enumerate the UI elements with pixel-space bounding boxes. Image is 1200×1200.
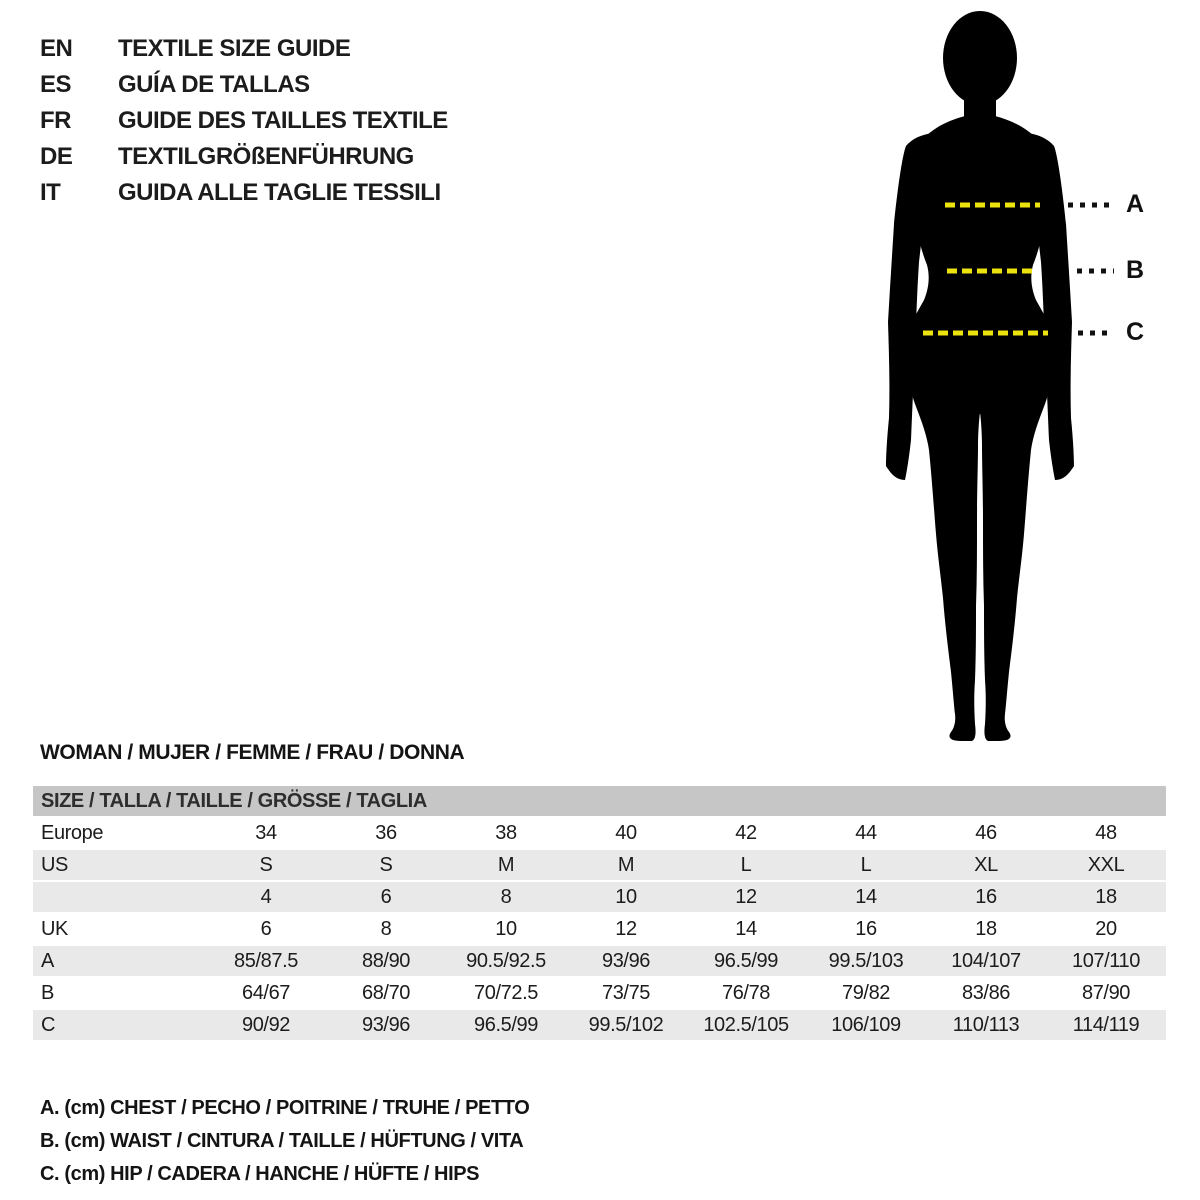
- language-code: DE: [40, 143, 73, 170]
- language-row-it: [40, 175, 448, 211]
- size-table: [33, 786, 1166, 1042]
- table-row: [33, 946, 1166, 978]
- row-label: B: [41, 982, 54, 1004]
- row-label: US: [41, 854, 68, 876]
- size-cell: 87/90: [1081, 982, 1131, 1004]
- language-code: ES: [40, 71, 72, 98]
- language-row-es: [40, 67, 448, 103]
- size-cell: 90.5/92.5: [466, 950, 546, 972]
- size-cell: M: [617, 854, 635, 876]
- size-cell: L: [860, 854, 872, 876]
- row-label: Europe: [41, 822, 104, 844]
- measurement-legend: [40, 1092, 529, 1191]
- size-cell: 73/75: [601, 982, 651, 1004]
- size-cell: 102.5/105: [703, 1014, 789, 1036]
- row-label: A: [41, 950, 54, 972]
- size-cell: 12: [615, 918, 637, 940]
- size-cell: 79/82: [841, 982, 891, 1004]
- size-cell: 83/86: [961, 982, 1011, 1004]
- marker-label-b: B: [1126, 256, 1145, 284]
- woman-silhouette-graphic: [880, 10, 1170, 745]
- size-cell: 96.5/99: [474, 1014, 538, 1036]
- size-cell: 18: [975, 918, 997, 940]
- size-cell: L: [740, 854, 752, 876]
- size-cell: M: [497, 854, 515, 876]
- size-cell: XXL: [1087, 854, 1125, 876]
- language-row-en: [40, 31, 448, 67]
- size-cell: 38: [495, 822, 517, 844]
- size-table-header: SIZE / TALLA / TAILLE / GRÖSSE / TAGLIA: [33, 786, 1166, 818]
- size-cell: 4: [260, 886, 272, 908]
- size-cell: 36: [375, 822, 397, 844]
- size-cell: 20: [1095, 918, 1117, 940]
- table-row: [33, 978, 1166, 1010]
- size-cell: 12: [735, 886, 757, 908]
- size-cell: 6: [380, 886, 392, 908]
- size-cell: 48: [1095, 822, 1117, 844]
- language-code: FR: [40, 107, 71, 134]
- size-cell: 34: [255, 822, 277, 844]
- size-cell: 99.5/102: [588, 1014, 664, 1036]
- size-cell: 114/119: [1072, 1014, 1140, 1036]
- size-cell: 8: [500, 886, 512, 908]
- size-cell: 106/109: [831, 1014, 901, 1036]
- figure-area: [880, 10, 1170, 745]
- marker-label-c: C: [1126, 318, 1145, 346]
- size-cell: S: [259, 854, 273, 876]
- table-row: [33, 850, 1166, 882]
- size-cell: 40: [615, 822, 637, 844]
- legend-line-c: C. (cm) HIP / CADERA / HANCHE / HÜFTE / HIPS: [40, 1163, 480, 1185]
- size-cell: S: [379, 854, 393, 876]
- size-cell: 46: [975, 822, 997, 844]
- table-row: [33, 818, 1166, 850]
- size-cell: 18: [1095, 886, 1117, 908]
- size-cell: 14: [855, 886, 877, 908]
- size-cell: 8: [380, 918, 392, 940]
- size-table-body: [33, 818, 1166, 1042]
- size-cell: 93/96: [601, 950, 651, 972]
- size-cell: XL: [974, 854, 998, 876]
- size-cell: 10: [615, 886, 637, 908]
- language-row-fr: [40, 103, 448, 139]
- size-cell: 104/107: [951, 950, 1021, 972]
- size-cell: 110/113: [952, 1014, 1020, 1036]
- silhouette-torso-seam: [977, 110, 983, 414]
- row-label: [33, 882, 206, 912]
- size-cell: 85/87.5: [234, 950, 298, 972]
- size-cell: 16: [855, 918, 877, 940]
- section-title-woman: WOMAN / MUJER / FEMME / FRAU / DONNA: [40, 741, 465, 764]
- size-cell: 88/90: [361, 950, 411, 972]
- table-row: [33, 882, 1166, 914]
- legend-line-a: A. (cm) CHEST / PECHO / POITRINE / TRUHE / PETTO: [40, 1097, 530, 1119]
- size-cell: 64/67: [241, 982, 291, 1004]
- size-cell: 76/78: [721, 982, 771, 1004]
- size-cell: 44: [855, 822, 877, 844]
- language-code: EN: [40, 35, 73, 62]
- guide-title-text: GUÍA DE TALLAS: [118, 71, 310, 98]
- table-row: [33, 914, 1166, 946]
- row-label: UK: [41, 918, 68, 940]
- size-cell: 42: [735, 822, 757, 844]
- marker-label-a: A: [1126, 190, 1145, 218]
- size-cell: 99.5/103: [828, 950, 904, 972]
- language-code: IT: [40, 179, 61, 206]
- guide-title-text: GUIDA ALLE TAGLIE TESSILI: [118, 179, 441, 206]
- size-cell: 6: [260, 918, 272, 940]
- language-row-de: [40, 139, 448, 175]
- guide-title-text: TEXTILGRÖßENFÜHRUNG: [118, 143, 414, 170]
- size-cell: 107/110: [1071, 950, 1140, 972]
- guide-title-text: GUIDE DES TAILLES TEXTILE: [118, 107, 448, 134]
- size-cell: 16: [975, 886, 997, 908]
- size-cell: 90/92: [241, 1014, 291, 1036]
- size-cell: 10: [495, 918, 517, 940]
- size-cell: 70/72.5: [474, 982, 538, 1004]
- table-row: [33, 1010, 1166, 1042]
- guide-title-text: TEXTILE SIZE GUIDE: [118, 35, 351, 62]
- size-cell: 68/70: [361, 982, 411, 1004]
- size-cell: 14: [735, 918, 757, 940]
- legend-line-b: B. (cm) WAIST / CINTURA / TAILLE / HÜFTUNG / VITA: [40, 1130, 524, 1152]
- size-cell: 93/96: [361, 1014, 411, 1036]
- language-title-block: [40, 31, 448, 211]
- row-label: C: [41, 1014, 56, 1036]
- size-cell: 96.5/99: [714, 950, 778, 972]
